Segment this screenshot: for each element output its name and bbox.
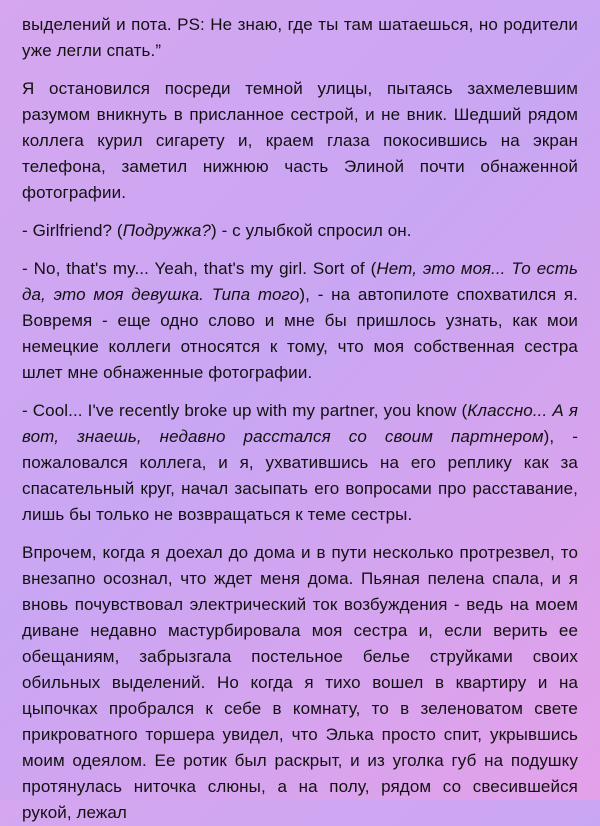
paragraph-2-text: Я остановился посреди темной улицы, пытаясь захмелевшим разумом вникнуть в присланное сестрой, и не вник. Шедший рядом коллега курил сигарету и, краем глаза покосившись на экран телефона, заметил нижнюю часть Элиной почти обнаженной фотографии. <box>22 79 578 202</box>
paragraph-1-text: выделений и пота. PS: Не знаю, где ты там шатаешься, но родители уже легли спать.” <box>22 15 578 60</box>
paragraph-5-italic: Классно... А я вот, знаешь, недавно расстался со своим партнером <box>22 401 578 446</box>
paragraph-2 <box>22 76 578 206</box>
paragraph-5 <box>22 398 578 528</box>
paragraph-6 <box>22 540 578 826</box>
paragraph-3 <box>22 218 578 244</box>
paragraph-1 <box>22 12 578 64</box>
paragraph-4-italic: Нет, это моя... То есть да, это моя девушка. Типа того <box>22 259 579 304</box>
paragraph-4-text-a: - No, that's my... Yeah, that's my girl. Sort of ( <box>22 259 377 278</box>
paragraph-5-text-b: ), - пожаловался коллега, и я, ухватившись на его реплику как за спасательный круг, начал засыпать его вопросами про расставание, лишь бы только не возвращаться к теме сестры. <box>22 427 578 524</box>
paragraph-3-text-b: ) - с улыбкой спросил он. <box>210 221 412 240</box>
paragraph-6-text: Впрочем, когда я доехал до дома и в пути несколько протрезвел, то внезапно осознал, что ждет меня дома. Пьяная пелена спала, и я вновь почувствовал электрический ток возбуждения - ведь на моем диване недавно мастурбировала моя сестра и, если верить ее обещаниям, забрызгала постельное белье струйками своих обильных выделений. Но когда я тихо вошел в квартиру и на цыпочках пробрался к себе в комнату, то в зеленоватом свете прикроватного торшера увидел, что Элька просто спит, укрывшись моим одеялом. Ее ротик был раскрыт, и из уголка губ на подушку протянулась ниточка слюны, а на полу, рядом со свесившейся рукой, лежал <box>22 543 578 822</box>
paragraph-4 <box>22 256 578 386</box>
paragraph-5-text-a: - Cool... I've recently broke up with my partner, you know ( <box>22 401 468 420</box>
paragraph-3-italic: Подружка? <box>122 221 211 240</box>
paragraph-3-text-a: - Girlfriend? ( <box>22 221 123 240</box>
paragraph-4-text-b: ), - на автопилоте спохватился я. Вовремя - еще одно слово и мне бы пришлось узнать, как мои немецкие коллеги относятся к тому, что моя собственная сестра шлет мне обнаженные фотографии. <box>22 285 578 382</box>
